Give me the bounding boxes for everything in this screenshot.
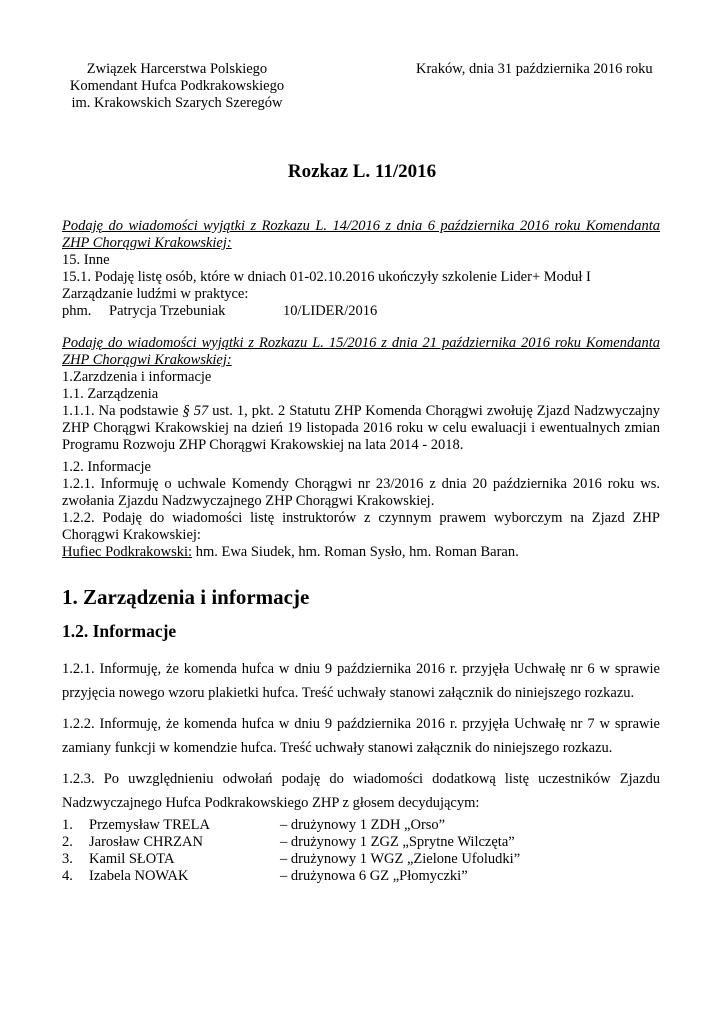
excerpt-paragraph: 1.2.2. Podaję do wiadomości listę instruktorów z czynnym prawem wyborczym na Zjazd ZHP Chorągwi Krakowskiej: [62, 510, 660, 543]
main-paragraph: 1.2.1. Informuję, że komenda hufca w dniu 9 października 2016 r. przyjęła Uchwałę nr 6 w sprawie przyjęcia nowego wzoru plakietki hufca. Treść uchwały stanowi załącznik do niniejszego rozkazu. [62, 661, 660, 701]
item-number: 2. [62, 834, 73, 850]
paragraph-text: ust. 1, pkt. 2 Statutu ZHP Komenda Chorągwi zwołuję Zjazd Nadzwyczajny ZHP Chorągwi Krakowskiej na dzień 19 listopada 2016 roku w celu ewaluacji i ewentualnych zmian Programu Rozwoju ZHP Chorągwi Krakowskiej na lata 2014 - 2018. [62, 403, 661, 453]
hufiec-label: Hufiec Podkrakowski: [62, 544, 193, 560]
item-role: – drużynowy 1 ZGZ „Sprytne Wilczęta” [280, 834, 515, 850]
main-heading: 1. Zarządzenia i informacje [62, 585, 310, 609]
main-paragraph: 1.2.2. Informuję, że komenda hufca w dniu 9 października 2016 r. przyjęła Uchwałę nr 7 w sprawie zamiany funkcji w komendzie hufca. Treść uchwały stanowi załącznik do niniejszego rozkazu. [62, 716, 660, 756]
hufiec-names: hm. Ewa Siudek, hm. Roman Sysło, hm. Roman Baran. [192, 544, 519, 560]
list-item [62, 851, 660, 868]
item-number: 4. [62, 868, 73, 884]
list-item [62, 817, 660, 834]
excerpt-heading: 15. Inne [62, 252, 110, 268]
item-role: – drużynowy 1 ZDH „Orso” [280, 817, 446, 833]
issuer-line: im. Krakowskich Szarych Szeregów [71, 95, 283, 111]
item-name: Przemysław TRELA [89, 817, 210, 833]
excerpt-heading: 1.Zarzdzenia i informacje [62, 369, 212, 385]
item-name: Jarosław CHRZAN [89, 834, 203, 850]
paragraph-text: 1.1.1. Na podstawie [62, 403, 183, 419]
issuer-line: Związek Harcerstwa Polskiego [86, 61, 268, 77]
place-date: Kraków, dnia 31 października 2016 roku [416, 61, 653, 77]
excerpt-intro: Podaję do wiadomości wyjątki z Rozkazu L. 14/2016 z dnia 6 października 2016 roku Komendanta ZHP Chorągwi Krakowskiej: [62, 218, 660, 251]
item-name: Kamil SŁOTA [89, 851, 175, 867]
participants-list [62, 817, 660, 887]
list-item [62, 834, 660, 851]
main-paragraph: 1.2.3. Po uwzględnieniu odwołań podaję do wiadomości dodatkową listę uczestników Zjazdu Nadzwyczajnego Hufca Podkrakowskiego ZHP z głosem decydującym: [62, 771, 660, 811]
issuer-block [62, 61, 292, 112]
excerpt-subheading: 1.2. Informacje [62, 459, 151, 475]
item-role: – drużynowa 6 GZ „Płomyczki” [280, 868, 468, 884]
document-title: Rozkaz L. 11/2016 [287, 161, 437, 182]
section-excerpt-14 [62, 218, 660, 320]
item-number: 3. [62, 851, 73, 867]
paragraph-ref: § 57 [182, 403, 209, 419]
excerpt-paragraph: 1.2.1. Informuję o uchwale Komendy Chorągwi nr 23/2016 z dnia 20 października 2016 roku ws. zwołania Zjazdu Nadzwyczajnego ZHP Chorągwi Krakowskiej. [62, 476, 660, 509]
person-name: Patrycja Trzebuniak [109, 303, 226, 319]
section-excerpt-15 [62, 335, 660, 561]
excerpt-item: 15.1. Podaję listę osób, które w dniach 01-02.10.2016 ukończyły szkolenie Lider+ Moduł I [62, 269, 591, 285]
person-rank: phm. [62, 303, 92, 319]
item-number: 1. [62, 817, 73, 833]
excerpt-paragraph [62, 403, 660, 454]
person-row [62, 303, 660, 320]
excerpt-subheading: 1.1. Zarządzenia [62, 386, 159, 402]
list-item [62, 868, 660, 885]
excerpt-intro: Podaję do wiadomości wyjątki z Rozkazu L. 15/2016 z dnia 21 października 2016 roku Komendanta ZHP Chorągwi Krakowskiej: [62, 335, 660, 368]
item-role: – drużynowy 1 WGZ „Zielone Ufoludki” [280, 851, 521, 867]
item-name: Izabela NOWAK [89, 868, 189, 884]
sub-heading: 1.2. Informacje [62, 621, 177, 641]
hufiec-line [62, 544, 660, 561]
issuer-line: Komendant Hufca Podkrakowskiego [69, 78, 285, 94]
excerpt-item-cont: Zarządzanie ludźmi w praktyce: [62, 286, 249, 302]
person-code: 10/LIDER/2016 [283, 303, 378, 319]
